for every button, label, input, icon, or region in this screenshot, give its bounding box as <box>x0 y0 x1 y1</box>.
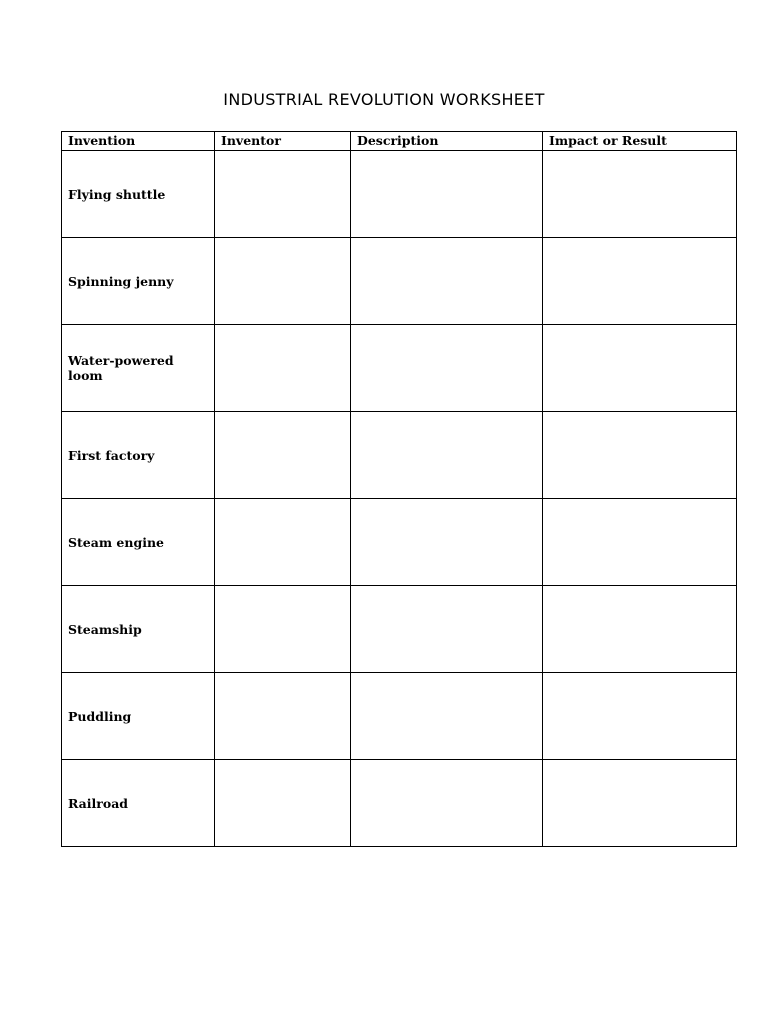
inventor-cell[interactable] <box>215 151 351 238</box>
table-row <box>62 151 737 238</box>
impact-cell[interactable] <box>543 499 737 586</box>
description-cell[interactable] <box>351 586 543 673</box>
impact-cell[interactable] <box>543 673 737 760</box>
table-row <box>62 238 737 325</box>
table-row <box>62 673 737 760</box>
invention-cell: First factory <box>62 412 215 499</box>
description-cell[interactable] <box>351 673 543 760</box>
inventor-cell[interactable] <box>215 499 351 586</box>
table-row <box>62 499 737 586</box>
table-row <box>62 760 737 847</box>
header-invention: Invention <box>62 132 215 151</box>
inventor-cell[interactable] <box>215 238 351 325</box>
header-description: Description <box>351 132 543 151</box>
invention-cell: Water-powered loom <box>62 325 215 412</box>
table-row <box>62 412 737 499</box>
impact-cell[interactable] <box>543 586 737 673</box>
invention-cell: Steamship <box>62 586 215 673</box>
header-impact-or-result: Impact or Result <box>543 132 737 151</box>
table-header-row <box>62 132 737 151</box>
worksheet-table <box>61 131 737 847</box>
description-cell[interactable] <box>351 325 543 412</box>
impact-cell[interactable] <box>543 760 737 847</box>
invention-cell: Puddling <box>62 673 215 760</box>
description-cell[interactable] <box>351 151 543 238</box>
description-cell[interactable] <box>351 412 543 499</box>
impact-cell[interactable] <box>543 151 737 238</box>
inventor-cell[interactable] <box>215 673 351 760</box>
impact-cell[interactable] <box>543 412 737 499</box>
description-cell[interactable] <box>351 760 543 847</box>
impact-cell[interactable] <box>543 238 737 325</box>
invention-cell: Spinning jenny <box>62 238 215 325</box>
description-cell[interactable] <box>351 499 543 586</box>
table-row <box>62 325 737 412</box>
table-row <box>62 586 737 673</box>
invention-cell: Railroad <box>62 760 215 847</box>
inventor-cell[interactable] <box>215 325 351 412</box>
header-inventor: Inventor <box>215 132 351 151</box>
inventor-cell[interactable] <box>215 760 351 847</box>
invention-cell: Flying shuttle <box>62 151 215 238</box>
worksheet-title: INDUSTRIAL REVOLUTION WORKSHEET <box>223 90 545 109</box>
inventor-cell[interactable] <box>215 412 351 499</box>
inventor-cell[interactable] <box>215 586 351 673</box>
invention-cell: Steam engine <box>62 499 215 586</box>
impact-cell[interactable] <box>543 325 737 412</box>
description-cell[interactable] <box>351 238 543 325</box>
